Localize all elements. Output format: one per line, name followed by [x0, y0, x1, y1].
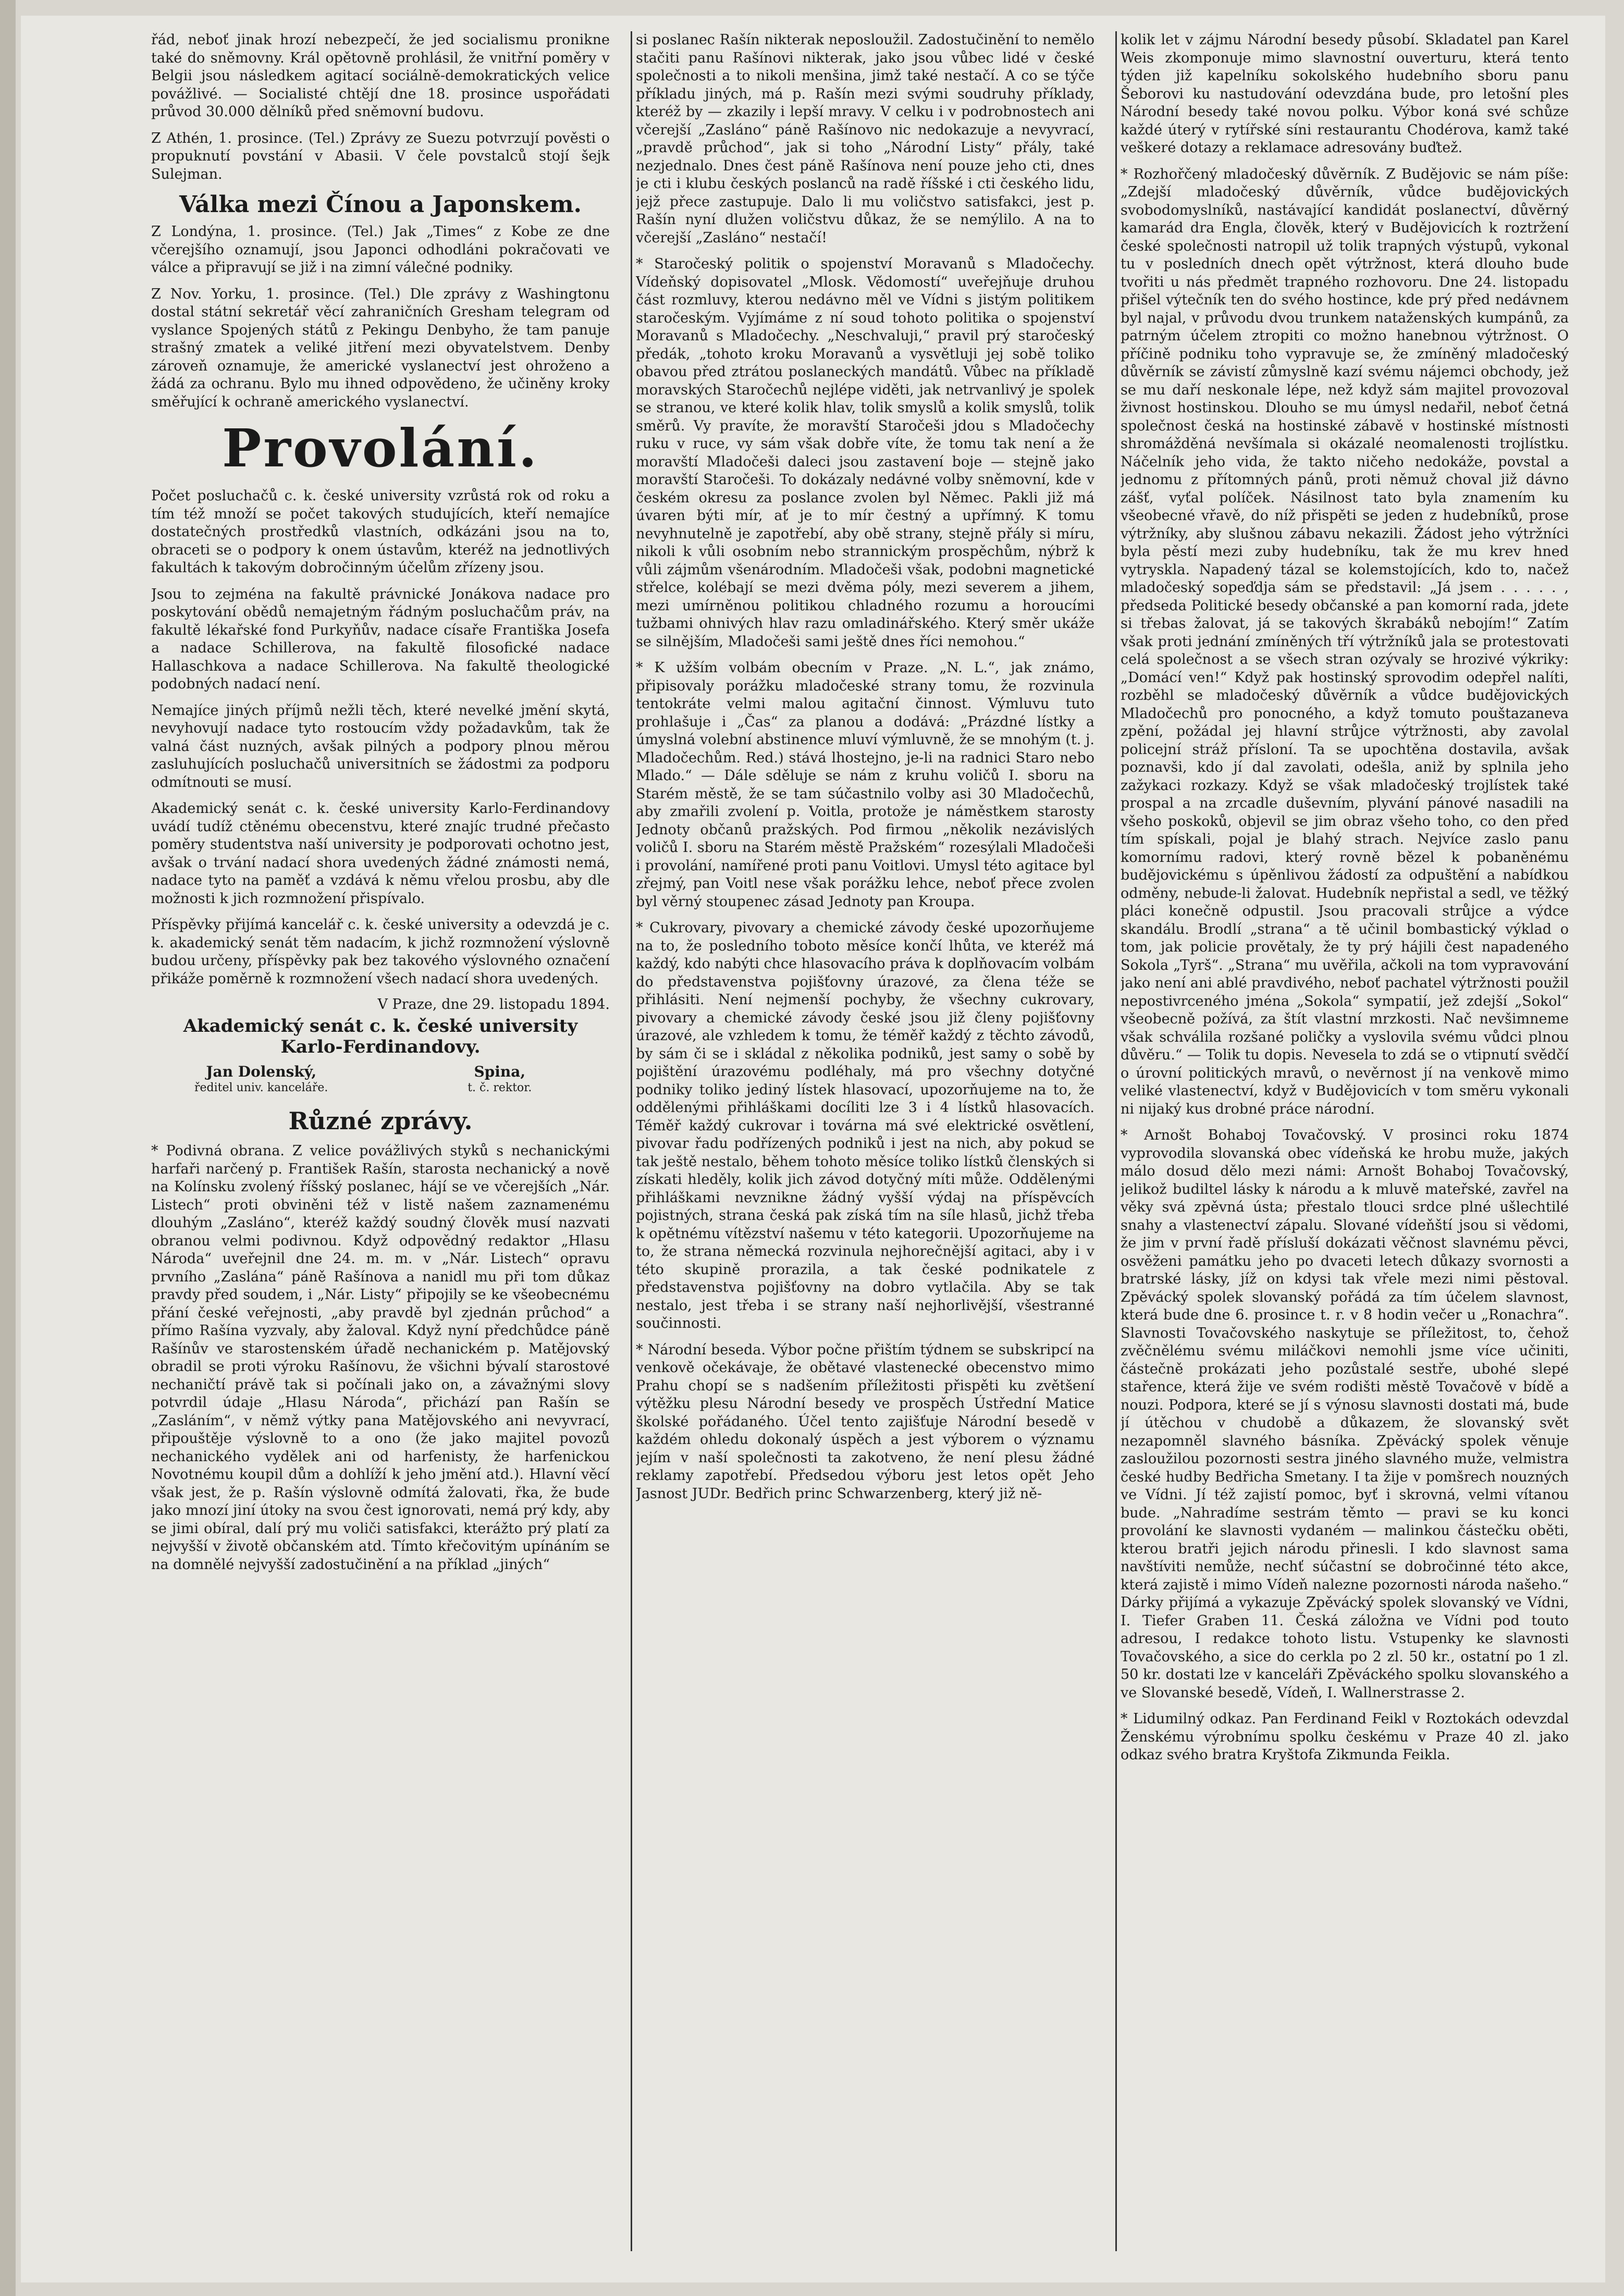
news-item: * Rozhořčený mladočeský důvěrník. Z Budějovic se nám píše: „Zdejší mladočeský důvěrník, vůdce budějovických svobodomyslníků, nastávající kandidát poslanectví, důvěrný kamarád dra Engla, člověk, který v Budějovicích k roztržení české společnosti natropil už tolik trapných výstupů, vykonal tu v posledních dnech opět výtržnost, která dlouho bude tvořiti u nás předmět trapného rozhovoru. Dne 24. listopadu přišel výtečník ten do svého hostince, kde prý před nedávnem byl najal, v průvodu dvou trunkem nataženských kumpánů, za patrným účelem ztropiti co možno hanebnou výtržnost. O příčině podniku toho vypravuje se, že zmíněný mladočeský důvěrník se závistí zůmyslně kazí svému nájemci obchody, jež se mu daří neskonale lépe, než když sám majitel provozoval živnost hostinskou. Dlouho se mu úmysl nedařil, neboť četná společnost česká na hostinské zábavě v hostinské místnosti shromážděná nevšímala si okázalé neomalenosti trojlístku. Náčelník jeho vida, že takto ničeho nedokáže, povstal a jednomu z přítomných pánů, proti němuž choval již dávno zášť, vyťal políček. Násilnost tato byla znamením ku všeobecné vřavě, do níž přispěti se jeden z hudebníků, prose výtržníky, aby slušnou zábavu nekazili. Žádost jeho výtržníci byla pěstí mezi zuby hudebníku, tak že mu krev hned vytryskla. Napadený tázal se kolemstojících, kdo to, načež mladočeský sopeďdja sám se představil: „Já jsem . . . . . , předseda Politické besedy občanské a pan komorní rada, jdete si třebas žalovat, já se takových škrabáků nebojím!“ Zatím však proti jednání zmíněných tří výtržníků jala se protestovati celá společnost a se všech stran ozývaly se hrozivé výkriky: „Domácí ven!“ Když pak hostinský sprovodim odepřel nalíti, rozběhl se mladočeský důvěrník a vůdce budějovických Mladočechů pro ponocného, a když tomuto pouštazaneva zpění, požádal jej hlavní strůjce výtržnosti, aby zavolal policejní stráž přísloní. Ta se upochtěna dostavila, avšak poznavši, kdo jí dal zavolati, odešla, aniž by splnila jeho zažykaci rozkazy. Když se však mladočeský trojlístek také prospal a na zrcadle duševním, plyvání pánové nasadili na všeho poskoků, objevil se jim obraz všeho toho, co den před tím spískali, pojal je blahý strach. Nejvíce zaslo panu komornímu radovi, který rovně bězel k pobaněnému budějovickému s úpěnlivou žádostí za odpuštění a nabídkou odměny, nebude-li žalovat. Hudebník nepřistal a sedl, ve těžký pláci konečně odpustil. Jsou pracovali strůjce a výdce skandálu. Brodlí „strana“ a tě učinil bombastický výklad o tom, jak policie provětaly, že ty prý hájili čest napadeného Sokola „Tyrš“. „Strana“ mu uvěřila, ačkoli na tom vypravování jako není ani ablé pravdivého, neboť pachatel výtržnosti použil nepostivrceného jména „Sokola“ sympatií, jež zdejší „Sokol“ všeobecně požívá, za štít vlastní mrzkosti. Nač nevšimneme však schválila rozšané poličky a vyslovila svému vůdci plnou důvěru.“ — Tolik tu dopis. Nevesela to zdá se o vtipnutí svědčí o úrovní politických mravů, o nevěrnost jí na venkově mimo veliké vlastenectví, když v Budějovicích v tom směru vykonali ni nijaký kus drobné práce národní. — [1121, 166, 1569, 1117]
war-headline: Válka mezi Čínou a Japonskem. — [179, 191, 582, 218]
misc-news-headline: Různé zprávy. — [288, 1107, 473, 1135]
signatures — [151, 1065, 610, 1095]
signature-right — [390, 1065, 610, 1095]
proclamation-paragraph: Nemajíce jiných příjmů nežli těch, které nevelké jmění skytá, nevyhovují nadace tyto rostoucím vždy požadavkům, tak že valná část nuzných, avšak pilných a podpory plnou měrou zasluhujících posluchačů universitních se žádostmi za podporu odmítnouti se musí. — [151, 702, 610, 791]
news-item: si poslanec Rašín nikterak neposloužil. Zadostučinění to nemělo stačiti panu Rašínovi nikterak, jako jsou vůbec lidé v české společnosti a to nikoli menšina, jimž také nestačí. A co se týče příkladu jiných, má p. Rašín mezi svými soudruhy příklady, kteréž by — zkazily i lepší mravy. V celku i v podrobnostech ani včerejší „Zasláno“ páně Rašínovo nic nedokazuje a nevyvrací, „pravdě průchod“, jak si toho „Národní Listy“ přály, také nezjednalo. Dnes čest páně Rašínova není pouze jeho cti, dnes je cti i klubu českých poslanců na radě říšské i cti českého lidu, jejž přece zastupuje. Dalo li mu voličstvo satisfakci, jest p. Rašín nyní dlužen voličstvu důkaz, že se nemýlilo. A na to včerejší „Zasláno“ nestačí! — [636, 32, 1094, 246]
proclamation-paragraph: Počet posluchačů c. k. české university vzrůstá rok od roku a tím též množí se počet takových studujících, kteří nemajíce dostatečných prostředků vlastních, odkázáni jsou na to, obraceti se o podpory k onem ústavům, kteréž na jednotlivých fakultách k takovým dobročinným účelům zřízeny jsou. — [151, 488, 610, 576]
signatory-name: Spina, — [474, 1063, 526, 1080]
news-item: kolik let v zájmu Národní besedy působí. Skladatel pan Karel Weis zkomponuje mimo slavnostní ouverturu, která tento týden již kapelníku sokolského hudebního sboru panu Šeborovi ku nastudování odevzdána bude, pro letošní ples Národní besedy také novou polku. Výbor koná své schůze každé úterý v rytířské síni restaurantu Chodérova, kamž také veškeré dotazy a reklamace adresovány buďtež. — [1121, 32, 1569, 156]
news-item: * K užším volbám obecním v Praze. „N. L.“, jak známo, připisovaly porážku mladočeské strany tomu, že rozvinula tentokráte velmi malou agitační činnost. Výmluvu tuto prohlašuje i „Čas“ za planou a dodává: „Prázdné lístky a úmyslná volební abstinence mluví výmluvně, že se mnohým (t. j. Mladočechům. Red.) stává lhostejno, je-li na radnici Staro nebo Mlado.“ — Dále sděluje se nám z kruhu voličů I. sboru na Starém městě, že se tam súčastnilo volby asi 30 Mladočechů, aby zmařili zvolení p. Voitla, protože je náměstkem starosty Jednoty občanů pražských. Pod firmou „několik nezávislých voličů I. sboru na Starém městě Pražském“ rozesýlali Mladočeši i provolání, namířené proti panu Voitlovi. Umysl této agitace byl zřejmý, pan Voitl nese však porážku lehce, neboť přece zvolen byl věrný stoupenec zásad Jednoty pan Kroupa. — [636, 660, 1094, 910]
belgium-report: řád, neboť jinak hrozí nebezpečí, že jed socialismu pronikne také do sněmovny. Král opětovně prohlásil, že vnitřní poměry v Belgii jsou následkem agitací sociálně-demokratických velice povážlivé. — Socialisté chtějí dne 18. prosince uspořádati průvod 30.000 dělníků před sněmovní budovu. — [151, 32, 610, 120]
proclamation-headline: Provolání. — [222, 417, 539, 479]
news-item: * Lidumilný odkaz. Pan Ferdinand Feikl v Roztokách odevzdal Ženskému výrobnímu spolku českému v Praze 40 zl. jako odkaz svého bratra Kryštofa Zikmunda Feikla. — [1121, 1711, 1569, 1763]
column-2 — [636, 31, 1094, 2251]
proclamation-paragraph: Akademický senát c. k. české university Karlo-Ferdinandovy uvádí tudíž ctěnému obecenstvu, které znajíc trudné přečasto poměry studentstva naší university je podporovati ochotno jest, avšak o trvání nadací shora uvedených žádné známosti nemá, nadace tyto na paměť a vzdává k němu vřelou prosbu, aby dle možnosti k jich rozmnožení přispívalo. — [151, 800, 610, 907]
column-3 — [1121, 31, 1569, 2251]
newspaper-columns — [141, 31, 1569, 2251]
proclamation-paragraph: Jsou to zejména na fakultě právnické Jonákova nadace pro poskytování obědů nemajetným řádným posluchačům práv, na fakultě lékařské fond Purkyňův, nadace císaře Františka Josefa a nadace Schillerova, na fakultě filosofické nadace Hallaschkova a nadace Schillerova. Na fakultě theologické podobných nadací není. — [151, 586, 610, 692]
proclamation-date: V Praze, dne 29. listopadu 1894. — [377, 996, 610, 1013]
news-item: * Podivná obrana. Z velice povážlivých styků s nechanickými harfaři narčený p. František Rašín, starosta nechanický a nově na Kolínsku zvolený říšský poslanec, hájí se ve včerejších „Nár. Listech“ proti obviněni též v listě našem zaznamenému dlouhým „Zasláno“, kteréž každý soudný člověk musí nazvati obranou velmi podivnou. Když odpovědný redaktor „Hlasu Národa“ uveřejnil dne 24. m. m. v „Nár. Listech“ opravu prvního „Zaslána“ páně Rašínova a nanidl mu při tom důkaz pravdy před soudem, i „Nár. Listy“ připojily se ke všeobecnému přání české veřejnosti, „aby pravdě byl zjednán průchod“ a přímo Rašína vyzvaly, aby žaloval. Když nyní předchůdce páně Rašínův ve starostenském úřadě nechanickém p. Matějovský obradil se proti výroku Rašínovu, že všichni bývalí starostové nechaničtí právě tak si počínali jako on, a závažnými slovy potvrdil údaje „Hlasu Národa“, přichází pan Rašín se „Zasláním“, v němž výtky pana Matějovského ani nevyvrací, připouštěje výslovně to a ono (že jako majitel povozů nechanického vydělek ani od harfenisty, že harfenickou Novotnému koupil dům a dohlíží k jeho jmění atd.). Hlavní věcí však jest, že p. Rašín výslovně odmítá žalovati, řka, že bude jako mnozí jiní útoky na svou čest ignorovati, nemá prý kdy, aby se jimi obíral, dalí prý mu voliči satisfakci, kterážto prý platí za nejvyšší v životě občanském atd. Tímto křečovitým upínáním se na domnělé nejvyšší zadostučinění a na příklad „jiných“ — [151, 1143, 610, 1573]
proclamation-paragraph: Příspěvky přijímá kancelář c. k. české university a odevzdá je c. k. akademický senát těm nadacím, k jichž rozmnožení výslovně budou určeny, příspěvky pak bez takového výslovného označení přikáže poměrně k rozmnožení všech nadací shora uvedených. — [151, 917, 610, 987]
athens-report: Z Athén, 1. prosince. (Tel.) Zprávy ze Suezu potvrzují pověsti o propuknutí povstání v Abasii. V čele povstalců stojí šejk Sulejman. — [151, 130, 610, 182]
senate-signature: Akademický senát c. k. české university Karlo-Ferdinandovy. — [183, 1016, 578, 1057]
news-item: * Národní beseda. Výbor počne přištím týdnem se subskripcí na venkově očekávaje, že obětavé vlastenecké obecenstvo mimo Prahu chopí se s nadšením příležitosti přispěti ku zvětšení výtěžku plesu Národní besedy ve prospěch Ústřední Matice školské pořádaného. Účel tento zajišťuje Národní besedě v každém ohledu dokonalý úspěch a jest výborem o významu jejím v naší společnosti ta zakotveno, že není plesu žádné reklamy zapotřebí. Předsedou výboru jest letos opět Jeho Jasnost JUDr. Bedřich princ Schwarzenberg, který již ně- — [636, 1341, 1094, 1502]
london-report: Z Londýna, 1. prosince. (Tel.) Jak „Times“ z Kobe ze dne včerejšího oznamují, jsou Japonci odhodláni pokračovati ve válce a připravují se již i na zimní válečné podniky. — [151, 224, 610, 276]
signature-left — [151, 1065, 371, 1095]
scan-edge — [0, 0, 16, 2296]
signatory-role: ředitel univ. kanceláře. — [194, 1081, 328, 1094]
news-item: * Staročeský politik o spojenství Moravanů s Mladočechy. Vídeňský dopisovatel „Mlosk. Vědomostí“ uveřejňuje druhou část rozmluvy, kterou nedávno měl ve Vídni s jistým politikem staročeským. Vyjímáme z ní soud tohoto politika o spojenství Moravanů s Mladočechy. „Neschvaluji,“ pravil prý staročeský předák, „tohoto kroku Moravanů a vysvětluji jej sobě toliko obavou před ztrátou poslaneckých mandátů. Vůbec na příkladě moravských Staročechů nejlépe viděti, jak netrvanlivý je spolek se stranou, ve které kolik hlav, tolik smyslů a kolik smyslů, tolik směrů. Vy pravíte, že moravští Staročeši jdou s Mladočechy ruku v ruce, vy sám však dobře víte, že tomu tak není a že moravští Mladočeši daleci jsou zastavení boje — stejně jako moravští Staročeši. To dokázaly nedávné volby sněmovní, kde v českém okresu za poslance zvolen byl Němec. Pakli již má úvaren býti mír, ať je to mír čestný a upřímný. K tomu nevyhnutelně je zapotřebí, aby obě strany, stejně přály si míru, nikoli k vůli osobním nebo strannickým prospěchům, nýbrž k vůli zájmům všenárodním. Mladočeši však, podobni magnetické střelce, kolébají se mezi dvěma póly, mezi severem a jihem, mezi umírněnou politikou chladného rozumu a horoucími tužbami ohnivých hlav razu omladinářského. Který směr ukáže se silnějším, Mladočeši sami ještě dnes říci nemohou.“ — [636, 256, 1094, 650]
new-york-report: Z Nov. Yorku, 1. prosince. (Tel.) Dle zprávy z Washingtonu dostal státní sekretář věcí zahraničních Gresham telegram od vyslance Spojených států z Pekingu Denbyho, že tam panuje strašný zmatek a veliké jitření mezi obyvatelstvem. Denby zároveň oznamuje, že americké vyslanectví jest ohroženo a žádá za ochranu. Bylo mu ihned odpovědeno, že učiněny kroky směřující k ochraně amerického vyslanectví. — [151, 286, 610, 410]
signatory-role: t. č. rektor. — [467, 1081, 532, 1094]
news-item: * Arnošt Bohaboj Tovačovský. V prosinci roku 1874 vyprovodila slovanská obec vídeňská ke hrobu muže, jakých málo dosud dělo mezi námi: Arnošt Bohaboj Tovačovský, jelikož budiltel lásky k národu a k mluvě mateřské, zavřel na věky svá zpěvná ústa; přestalo tlouci srdce plné ušlechtilé snahy a vlastenectví zápalu. Slované vídeňští jsou si vědomi, že jim v první řadě přísluší dokázati věčnost slavnému pěvci, osvěženi památku jeho po dvaceti letech důkazy svornosti a bratrské lásky, jíž on kdysi tak vřele mezi nimi pěstoval. Zpěvácký spolek slovanský pořádá za tím účelem slavnost, která bude dne 6. prosince t. r. v 8 hodin večer u „Ronachra“. Slavnosti Tovačovského naskytuje se příležitost, to, čehož zvěčnělému svému miláčkovi nemohli jsme více učiniti, částečně prokázati jeho pozůstalé sestře, ubohé slepé stařence, která žije ve svém rodišti městě Tovačově v bídě a nouzi. Podpora, které se jí s výnosu slavnosti dostati má, bude jí útěchou v chudobě a důkazem, že slovanský svět nezapomněl slavného básníka. Zpěvácký spolek věnuje zasloužilou pozornosti sestra jiného slavného muže, velmistra české hudby Bedřicha Smetany. I ta žije v pomšrech nouzných ve Vídni. Jí též zajistí pomoc, byť i skrovná, velmi vítanou bude. „Nahradíme sestrám těmto — pravi se ku konci provolání ke slavnosti vydaném — malinkou částečku oběti, kterou bratři jejich národu přinesli. I kdo slavnost sama navštíviti nemůže, nechť súčastní se dobročinné této akce, která zajistě i mimo Vídeň nalezne pozornosti národa našeho.“ Dárky přijímá a vykazuje Zpěvácký spolek slovanský ve Vídni, I. Tiefer Graben 11. Česká záložna ve Vídni pod touto adresou, I redakce tohoto listu. Vstupenky ke slavnosti Tovačovského, a sice do cerkla po 2 zl. 50 kr., ostatní po 1 zl. 50 kr. dostati lze v kanceláři Zpěváckého spolku slovanského a ve Slovanské besedě, Vídeň, I. Wallnerstrasse 2. — [1121, 1127, 1569, 1701]
signatory-name: Jan Dolenský, — [206, 1063, 317, 1080]
column-1 — [151, 31, 610, 2251]
news-item: * Cukrovary, pivovary a chemické závody české upozorňujeme na to, že posledního toboto měsíce končí lhůta, ve kteréž má každý, kdo nabýti chce hlasovacího práva k doplňovacím volbám do představenstva pojišťovny úrazové, za člena téže se přihlásiti. Není nejmenší pochyby, že všechny cukrovary, pivovary a chemické závody české jsou již členy pojišťovny úrazové, ale vzhledem k tomu, že téměř každý z těchto závodů, by sám či se i skládal z několika podniků, jest samy o sobě by pojištění úrazovému podléhaly, má pro všechny dotyčné podniky toliko jediný lístek hlasovací, upozorňujeme na to, že oddělenými přihláškami docíliti lze 3 i 4 lístků hlasovacích. Téměř každý cukrovar i továrna má své elektrické osvětlení, pivovar řadu podřízených podniků i jest na nich, aby pokud se tak ještě nestalo, během tohoto měsíce toliko lístků členských si získati hleděly, kolik jich závod dotyčný míti může. Oddělenými přihláškami nevznikne žádný vyšší výdaj na příspěvcích pojistných, strana česká pak získá tím na síle hlasů, jichž třeba k opětnému vítězství našemu v této kategorii. Upozorňujeme na to, že strana německá rozvinula nejhorečnější agitaci, aby i v této skupině prorazila, a tak české podnikatele z představenstva pojišťovny na dobro vytlačila. Aby se tak nestalo, jest třeba i se strany naší nejhorlivější, všestranné součinnosti. — [636, 920, 1094, 1331]
